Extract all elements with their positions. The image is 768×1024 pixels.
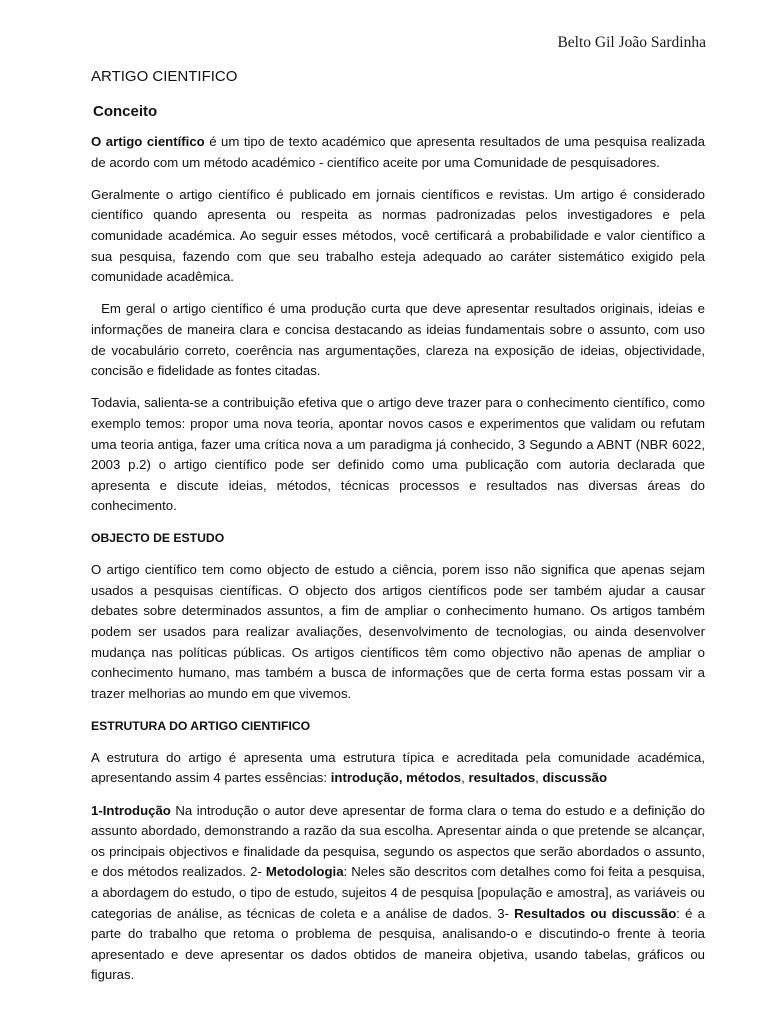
heading-estrutura: ESTRUTURA DO ARTIGO CIENTIFICO <box>91 719 311 734</box>
author-name: Belto Gil João Sardinha <box>557 34 706 51</box>
paragraph-text: : é a parte do trabalho que retoma o problema de pesquisa, analisando-o e discutindo-o frente à teoria apresentado e deve apresentar os dados obtidos de maneira objetiva, usando tabelas, gráficos ou figuras. <box>91 905 705 983</box>
paragraph-contribution: Todavia, salienta-se a contribuição efetiva que o artigo deve trazer para o conhecimento científico, como exemplo temos: propor uma nova teoria, apontar novos casos e experimentos que validam ou refutam uma teoria antiga, fazer uma crítica nova a um paradigma já conhecido, 3 Segundo a ABNT (NBR 6022, 2003 p.2) o artigo científico pode ser definido como uma publicação com autoria declarada que apresenta e discute ideias, métodos, técnicas processos e resultados nas diversas áreas do conhecimento. <box>91 395 705 514</box>
separator-text: , <box>535 770 543 786</box>
bold-term: Resultados ou discussão <box>514 905 677 921</box>
paragraph-partes <box>91 801 705 986</box>
document-title: ARTIGO CIENTIFICO <box>91 68 238 85</box>
paragraph-publication: Geralmente o artigo científico é publicado em jornais científicos e revistas. Um artigo é considerado científico quando apresenta ou respeita as normas padronizadas pelos investigadores e pela comunidade académica. Ao seguir esses métodos, você certificará a probabilidade e valor científico a sua pesquisa, fazendo com que seu trabalho esteja adequado ao caráter sistemático exigido pela comunidade acadêmica. <box>91 186 705 285</box>
section-subtitle: Conceito <box>93 103 158 120</box>
bold-term: introdução, métodos <box>330 770 462 786</box>
document-body <box>91 66 705 998</box>
heading-objecto-de-estudo: OBJECTO DE ESTUDO <box>91 531 225 546</box>
bold-term: 1-Introdução <box>91 802 171 818</box>
bold-term: resultados <box>468 770 536 786</box>
paragraph-objecto: O artigo científico tem como objecto de estudo a ciência, porem isso não significa que apenas sejam usados a pesquisas científicas. O objecto dos artigos científicos pode ser também ajudar a causar debates sobre determinados assuntos, a fim de ampliar o conhecimento humano. Os artigos também podem ser usados para realizar avaliações, desenvolvimento de tecnologias, ou ainda desenvolver mudança nas políticas públicas. Os artigos científicos têm como objectivo não apenas de ampliar o conhecimento humano, mas também a busca de informações que de certa forma estas possam vir a trazer melhorias ao mundo em que vivemos. <box>91 562 705 701</box>
paragraph-definition <box>91 132 705 173</box>
bold-term: O artigo científico <box>91 134 205 149</box>
paragraph-estrutura <box>91 748 705 789</box>
paragraph-text: A estrutura do artigo é apresenta uma estrutura típica e acreditada pela comunidade académica, apresentando assim 4 partes essências: <box>91 749 705 786</box>
separator-text: , <box>461 770 469 786</box>
bold-term: Metodologia <box>265 864 344 880</box>
bold-term: discussão <box>542 770 608 786</box>
paragraph-text: é um tipo de texto académico que apresenta resultados de uma pesquisa realizada de acordo com um método académico - científico aceite por uma Comunidade de pesquisadores. <box>91 134 705 170</box>
paragraph-characteristics: Em geral o artigo científico é uma produção curta que deve apresentar resultados originais, ideias e informações de maneira clara e concisa destacando as ideias fundamentais sobre o assunto, com uso de vocabulário correto, coerência nas argumentações, clareza na exposição de ideias, objectividade, concisão e fidelidade as fontes citadas. <box>91 301 705 379</box>
paragraph-text: Na introdução o autor deve apresentar de forma clara o tema do estudo e a definição do assunto abordado, demonstrando a razão da sua escolha. Apresentar ainda o que pretende se alcançar, os principais objectivos e finalidade da pesquisa, segundo os aspectos que serão abordados o assunto, e dos métodos realizados. 2- <box>91 802 705 880</box>
paragraph-text: : Neles são descritos com detalhes como foi feita a pesquisa, a abordagem do estudo, o tipo de estudo, sujeitos 4 de pesquisa [população e amostra], as variáveis ou categorias de análise, as técnicas de coleta e a análise de dados. 3- <box>91 864 705 921</box>
